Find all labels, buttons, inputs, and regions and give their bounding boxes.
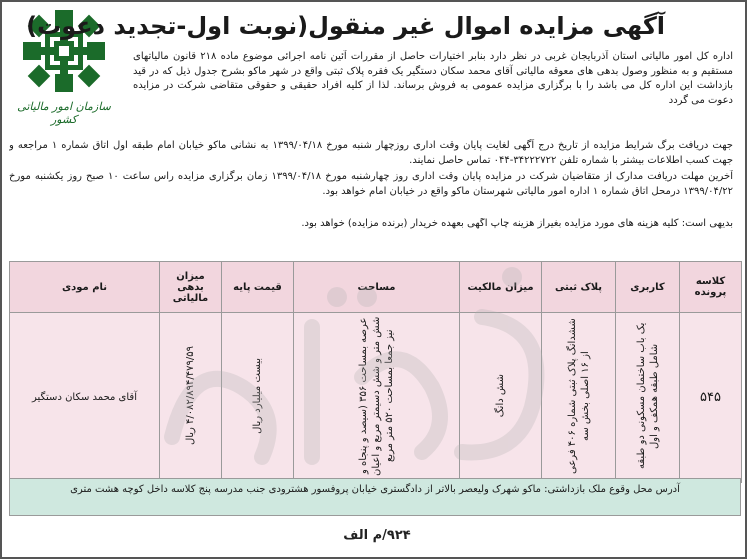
table-header-row [10, 262, 742, 313]
header-base-price: قیمت پایه [222, 262, 294, 313]
cell-tax-debt: ۴/۰۸۲/۸۹۴/۴۷۹/۵۹ ریال [160, 313, 222, 483]
deadline-paragraph: آخرین مهلت دریافت مدارک از متقاضیان شرکت در مزایده پایان وقت اداری روز چهارشنبه مورخ ۱۳۹۹/۰۴/۱۸ زمان برگزاری مزایده راس ساعت ۱۰ صبح روز یکشنبه مورخ ۱۳۹۹/۰۴/۲۲ درمحل اتاق شماره ۱ اداره امور مالیاتی شهرستان ماکو واقع در خیابان امام خواهد بود. [9, 171, 733, 197]
cell-ownership: شش دانگ [460, 313, 542, 483]
header-usage: کاربری [616, 262, 680, 313]
table-row [10, 313, 742, 483]
cell-area: عرصه بمساحت ۳۵۶ (سیصد و پنجاه و شش متر و شش دسیمتر مربع و اعیان نیز جمعا بمساحت ۵۲۰ متر مربع [294, 313, 460, 483]
header-taxpayer: نام مودی [10, 262, 160, 313]
header-tax-debt: میزان بدهی مالیاتی [160, 262, 222, 313]
header-ownership: میزان مالکیت [460, 262, 542, 313]
cell-taxpayer: آقای محمد سکان دستگیر [10, 313, 160, 483]
page-title: آگهی مزایده اموال غیر منقول(نوبت اول-تجدید دعوت) [26, 12, 665, 40]
header-area: مساحت [294, 262, 460, 313]
logo-caption: سازمان امور مالیاتی کشور [17, 100, 111, 126]
cell-usage: یک باب ساختمان مسکونی دو طبقه شامل طبقه همکف و اول [616, 313, 680, 483]
property-table [9, 261, 742, 483]
header-file-class: کلاسه پرونده [680, 262, 742, 313]
cell-base-price: بیست میلیارد ریال [222, 313, 294, 483]
reference-number: ۹۲۴/م الف [343, 528, 411, 543]
cell-plaque: ششدانگ پلاک ثبتی شماره ۴۰۶ فرعی از ۱۶ اصلی بخش سه [542, 313, 616, 483]
cell-file-class: ۵۴۵ [680, 313, 742, 483]
intro-paragraph: اداره کل امور مالیاتی استان آذربایجان غربی در نظر دارد بنابر اختیارات حاصل از مقررات آئین نامه اجرائی موضوع ماده ۲۱۸ قانون مالیاتهای مستقیم و به منظور وصول بدهی های معوقه مالیاتی آقای محمد سکان دستگیر یک فقره پلاک ثبتی واقع در شهر ماکو بشرح جدول ذیل که در قید بازداشت این اداره کل می باشد را با برگزاری مزایده عمومی به فروش برساند. لذا از کلیه افراد حقیقی و حقوقی متقاضی شرکت در مزایده دعوت می گردد [133, 51, 733, 106]
property-address: آدرس محل وقوع ملک بازداشتی: ماکو شهرک ولیعصر بالاتر از دادگستری خیابان پروفسور هشترودی جنب مدرسه پنج کلاسه داخل کوچه هشت متری [9, 478, 741, 516]
header-plaque: پلاک ثبتی [542, 262, 616, 313]
conditions-paragraph: جهت دریافت برگ شرایط مزایده از تاریخ درج آگهی لغایت پایان وقت اداری روزچهار شنبه مورخ ۱۳۹۹/۰۴/۱۸ به نشانی ماکو خیابان امام طبقه اول اتاق شماره ۱ مراجعه و جهت کسب اطلاعات بیشتر با شماره تلفن ۳۴۲۲۲۷۲۲-۰۴۴ تماس حاصل نمایند. [9, 140, 733, 166]
costs-note: بدیهی است: کلیه هزینه های مورد مزایده بغیراز هزینه چاپ آگهی بعهده خریدار (برنده مزایده) خواهد بود. [301, 218, 733, 229]
